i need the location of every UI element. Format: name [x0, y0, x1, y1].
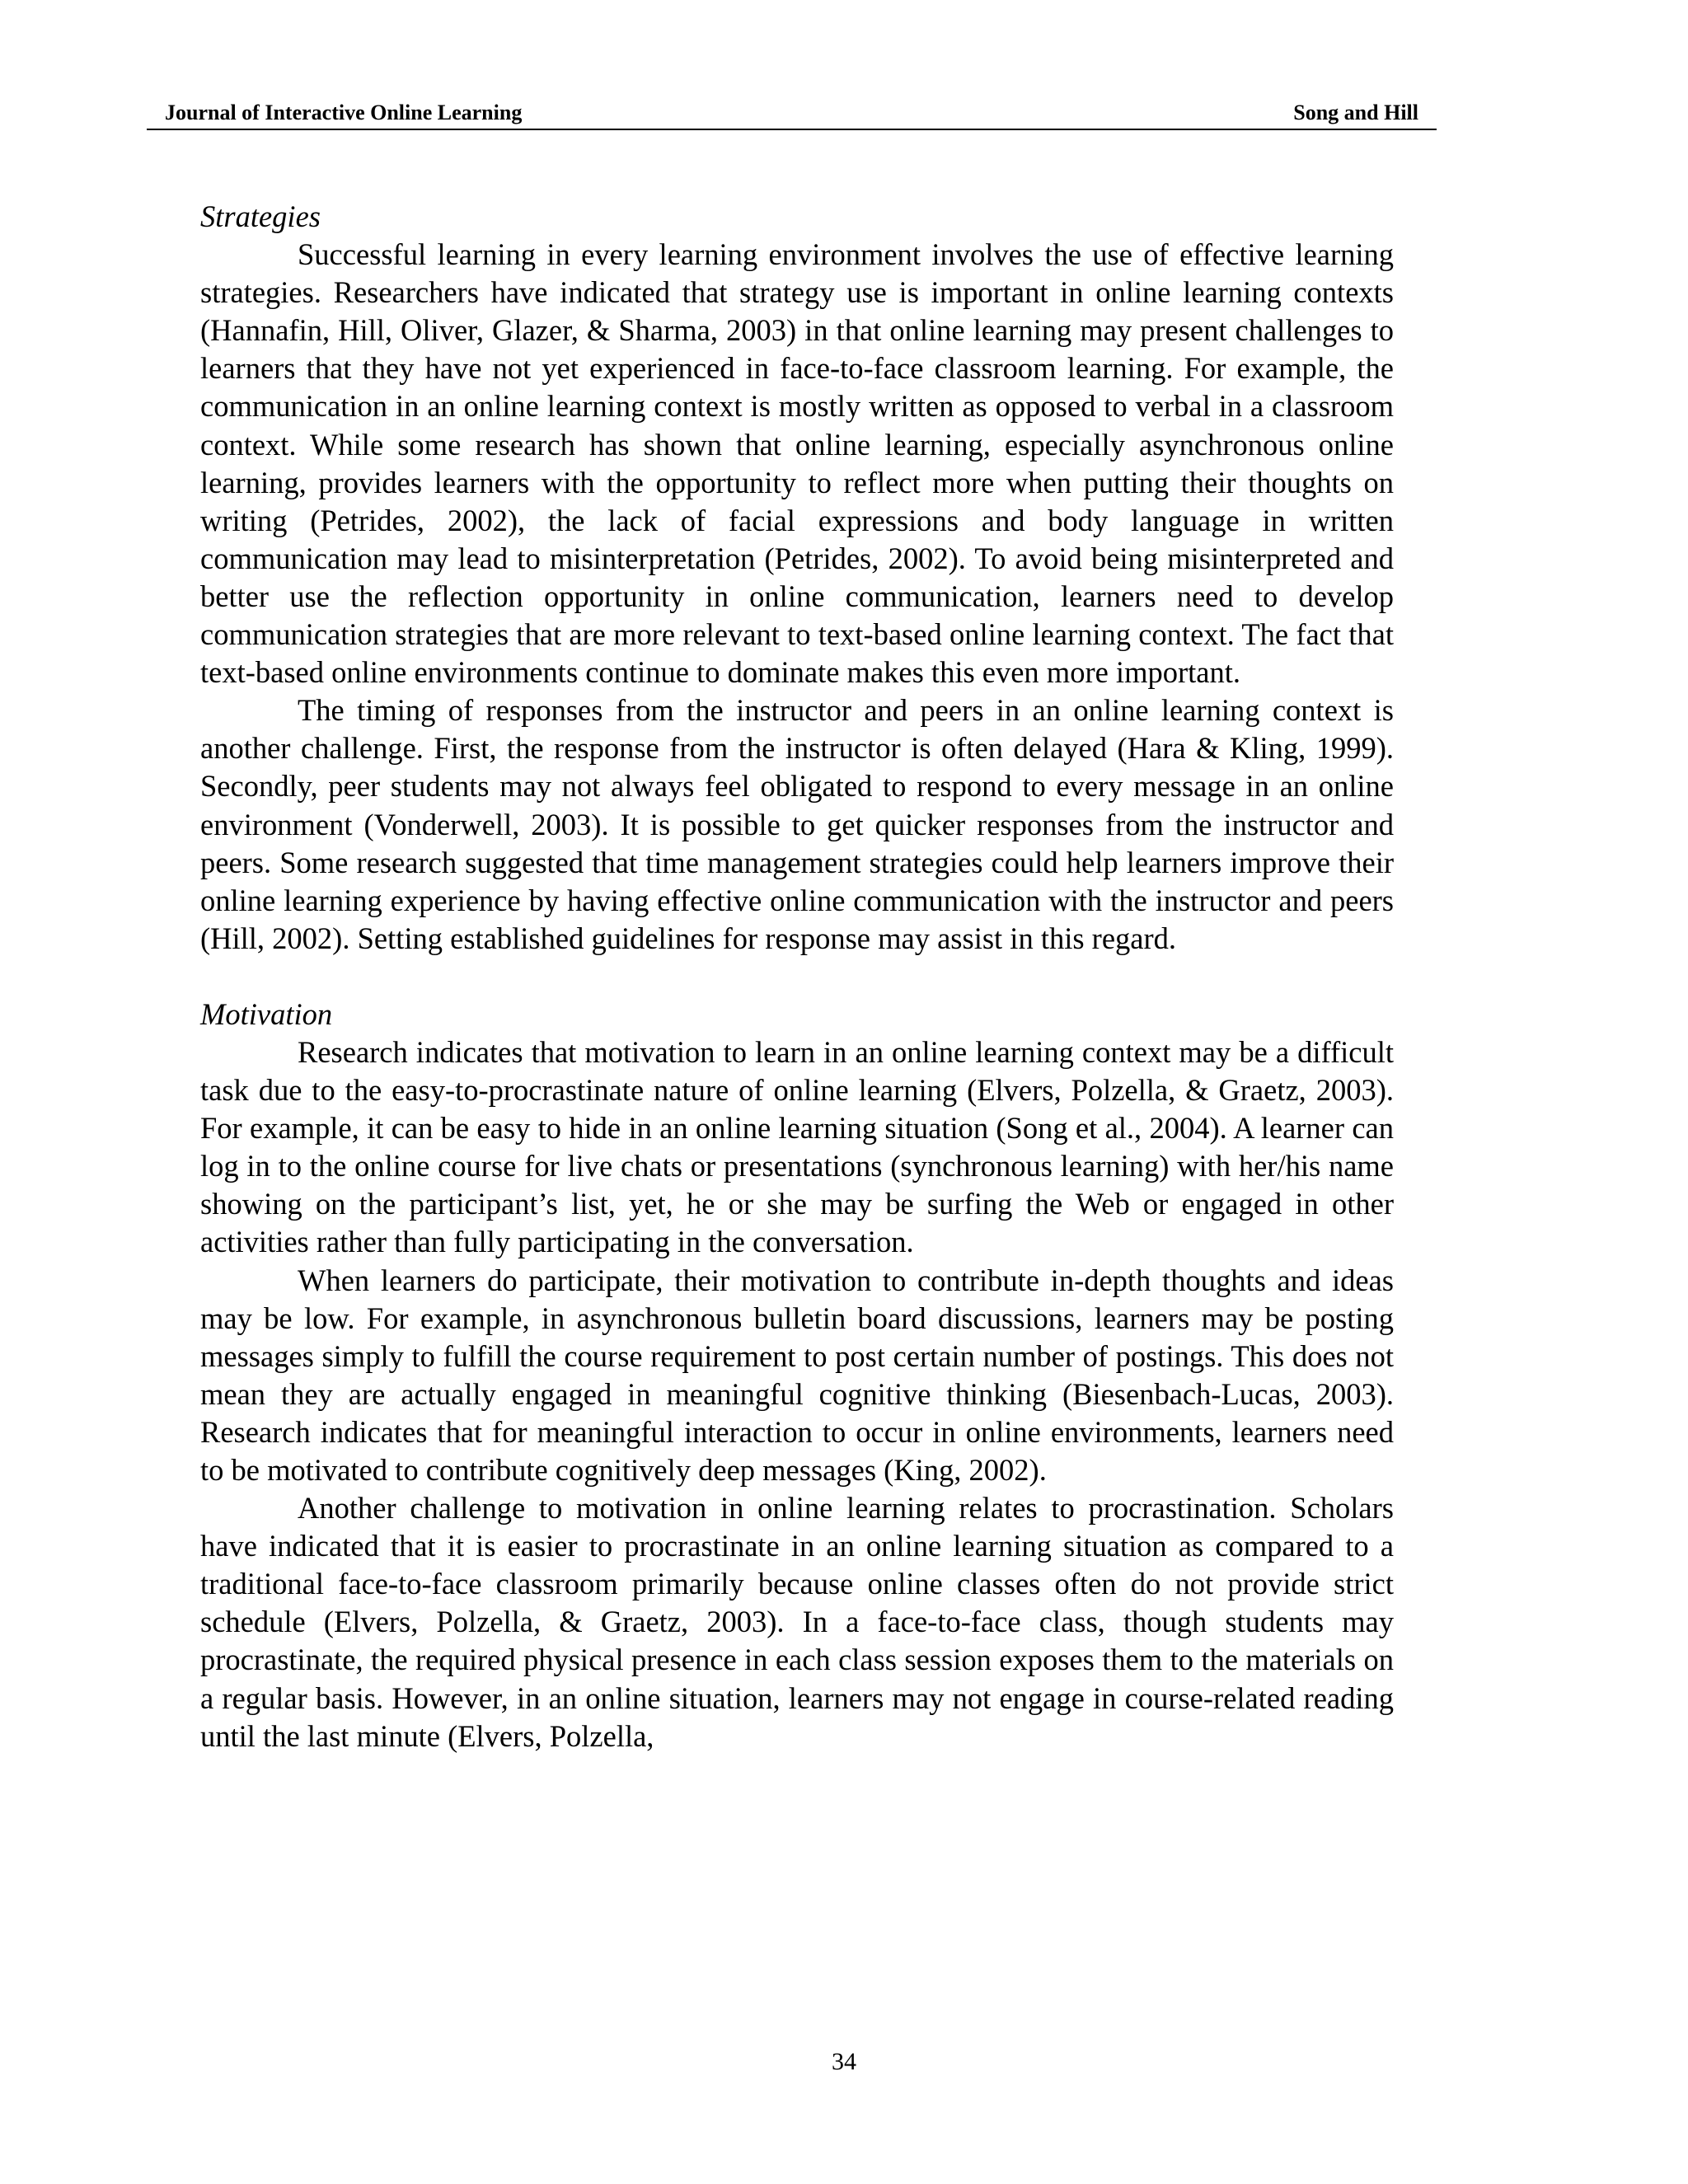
paragraph: Successful learning in every learning environment involves the use of effective learning strategies. Researchers have indicated that strategy use is important in online learning contexts (Hannafin, Hill, Oliver, Glazer, & Sharma, 2003) in that online learning may present challenges to learners that they have not yet experienced in face-to-face classroom learning. For example, the communication in an online learning context is mostly written as opposed to verbal in a classroom context. While some research has shown that online learning, especially asynchronous online learning, provides learners with the opportunity to reflect more when putting their thoughts on writing (Petrides, 2002), the lack of facial expressions and body language in written communication may lead to misinterpretation (Petrides, 2002). To avoid being misinterpreted and better use the reflection opportunity in online communication, learners need to develop communication strategies that are more relevant to text-based online learning context. The fact that text-based online environments continue to dominate makes this even more important. [200, 237, 1394, 690]
journal-title: Journal of Interactive Online Learning [165, 101, 523, 124]
paragraph: The timing of responses from the instructor and peers in an online learning context is another challenge. First, the response from the instructor is often delayed (Hara & Kling, 1999). Secondly, peer students may not always feel obligated to respond to every message in an online environment (Vonderwell, 2003). It is possible to get quicker responses from the instructor and peers. Some research suggested that time management strategies could help learners improve their online learning experience by having effective online communication with the instructor and peers (Hill, 2002). Setting established guidelines for response may assist in this regard. [200, 693, 1394, 955]
article-body [200, 198, 1394, 1755]
page-number: 34 [832, 2048, 856, 2075]
running-header [147, 101, 1437, 130]
paragraph: When learners do participate, their motivation to contribute in-depth thoughts and ideas may be low. For example, in asynchronous bulletin board discussions, learners may be posting messages simply to fulfill the course requirement to post certain number of postings. This does not mean they are actually engaged in meaningful cognitive thinking (Biesenbach-Lucas, 2003). Research indicates that for meaningful interaction to occur in online environments, learners need to be motivated to contribute cognitively deep messages (King, 2002). [200, 1263, 1394, 1487]
section-heading-motivation: Motivation [200, 996, 333, 1031]
section-heading-strategies: Strategies [200, 199, 321, 233]
paragraph: Research indicates that motivation to learn in an online learning context may be a difficult task due to the easy-to-procrastinate nature of online learning (Elvers, Polzella, & Graetz, 2003). For example, it can be easy to hide in an online learning situation (Song et al., 2004). A learner can log in to the online course for live chats or presentations (synchronous learning) with her/his name showing on the participant’s list, yet, he or she may be surfing the Web or engaged in other activities rather than fully participating in the conversation. [200, 1034, 1394, 1259]
paragraph: Another challenge to motivation in online learning relates to procrastination. Scholars have indicated that it is easier to procrastinate in an online learning situation as compared to a traditional face-to-face classroom primarily because online classes often do not provide strict schedule (Elvers, Polzella, & Graetz, 2003). In a face-to-face class, though students may procrastinate, the required physical presence in each class session exposes them to the materials on a regular basis. However, in an online situation, learners may not engage in course-related reading until the last minute (Elvers, Polzella, [200, 1491, 1394, 1753]
author-names: Song and Hill [1293, 101, 1418, 124]
